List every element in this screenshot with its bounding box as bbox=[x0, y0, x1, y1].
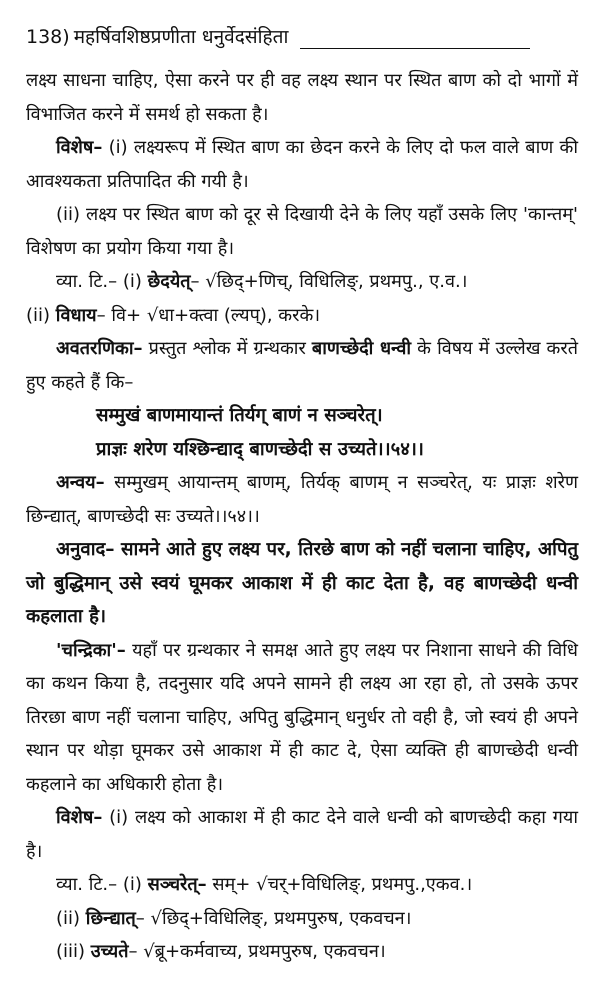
avataranika-term: अवतरणिका– bbox=[56, 338, 143, 359]
grammar-term: सञ्चरेत्– bbox=[147, 874, 207, 895]
vishesh-text: (i) लक्ष्य को आकाश में ही काट देने वाले धन्वी को बाणच्छेदी कहा गया है। bbox=[26, 807, 578, 862]
paragraph-vishesh-3 bbox=[26, 801, 578, 868]
page-body bbox=[26, 64, 578, 969]
grammar-text: – वि+ √धा+क्त्वा (ल्यप्), करके। bbox=[96, 304, 321, 326]
avataranika-text-b: के विषय में उल्लेख करते हुए कहते हैं कि– bbox=[26, 338, 578, 393]
running-header bbox=[26, 0, 578, 48]
grammar-term: उच्यते bbox=[90, 941, 129, 962]
paragraph-anvaya bbox=[26, 466, 578, 533]
book-title: महर्षिवशिष्ठप्रणीता धनुर्वेदसंहिता bbox=[73, 26, 289, 48]
paragraph-vishesh-2: (ii) लक्ष्य पर स्थित बाण को दूर से दिखायी देने के लिए यहाँ उसके लिए 'कान्तम्' विशेषण का प्रयोग किया गया है। bbox=[26, 204, 578, 259]
header-rule bbox=[300, 48, 530, 49]
anvaya-term: अन्वय– bbox=[56, 472, 105, 493]
grammar-prefix: व्या. टि.– (i) bbox=[56, 271, 148, 292]
anvaya-text: सम्मुखम् आयान्तम् बाणम्, तिर्यक् बाणम् न सञ्चरेत्, यः प्राज्ञः शरेण छिन्द्यात्, बाणच्छेदी सः उच्यते।।५४।। bbox=[26, 472, 578, 527]
paragraph-anuvad: अनुवाद– सामने आते हुए लक्ष्य पर, तिरछे बाण को नहीं चलाना चाहिए, अपितु जो बुद्धिमान् उसे स्वयं घूमकर आकाश में ही काट देता है, वह बाणच्छेदी धन्वी कहलाता है। bbox=[26, 539, 578, 627]
grammar-term: विधाय bbox=[55, 304, 97, 326]
verse-line-2: प्राज्ञः शरेण यश्छिन्द्याद् बाणच्छेदी स उच्यते।।५४।। bbox=[96, 438, 424, 460]
grammar-text: – √छिद्+विधिलिङ्, प्रथमपुरुष, एकवचन। bbox=[135, 907, 412, 929]
verse-line-1: सम्मुखं बाणमायान्तं तिर्यग् बाणं न सञ्चरेत्। bbox=[96, 405, 383, 426]
grammar-prefix: (ii) bbox=[56, 907, 86, 929]
grammar-text: – √छिद्+णिच्, विधिलिङ्, प्रथमपु., ए.व.। bbox=[190, 271, 468, 292]
vishesh-text: (i) लक्ष्यरूप में स्थित बाण का छेदन करने के लिए दो फल वाले बाण की आवश्यकता प्रतिपादित की गयी है। bbox=[26, 137, 578, 192]
chandrika-term: 'चन्द्रिका'– bbox=[56, 639, 126, 661]
grammar-note-4 bbox=[56, 902, 578, 936]
grammar-term: छेदयेत् bbox=[147, 271, 191, 292]
grammar-text: – √ब्रू+कर्मवाच्य, प्रथमपुरुष, एकवचन। bbox=[128, 941, 386, 962]
grammar-note-2 bbox=[26, 299, 578, 333]
grammar-prefix: (iii) bbox=[56, 941, 91, 962]
grammar-prefix: व्या. टि.– (i) bbox=[56, 874, 148, 895]
grammar-text: सम्+ √चर्+विधिलिङ्, प्रथमपु.,एकव.। bbox=[206, 874, 473, 895]
grammar-note-5 bbox=[56, 935, 578, 969]
vishesh-term: विशेष– bbox=[56, 807, 103, 828]
grammar-prefix: (ii) bbox=[26, 304, 56, 326]
page-number: 138) bbox=[26, 26, 70, 48]
grammar-note-3 bbox=[56, 868, 578, 902]
grammar-note-1 bbox=[26, 265, 578, 299]
chandrika-text: यहाँ पर ग्रन्थकार ने समक्ष आते हुए लक्ष्य पर निशाना साधने की विधि का कथन किया है, तदनुसार यदि अपने सामने ही लक्ष्य आ रहा हो, तो उसके ऊपर तिरछा बाण नहीं चलाना चाहिए, अपितु बुद्धिमान् धनुर्धर तो वही है, जो स्वयं ही अपने स्थान पर थोड़ा घूमकर उसे आकाश में ही काट दे, ऐसा व्यक्ति ही बाणच्छेदी धन्वी कहलाने का अधिकारी होता है। bbox=[26, 639, 578, 795]
paragraph-continuation: लक्ष्य साधना चाहिए, ऐसा करने पर ही वह लक्ष्य स्थान पर स्थित बाण को दो भागों में विभाजित करने में समर्थ हो सकता है। bbox=[26, 70, 578, 125]
grammar-term: छिन्द्यात् bbox=[85, 907, 136, 929]
paragraph-vishesh-1 bbox=[26, 131, 578, 198]
paragraph-avataranika bbox=[26, 332, 578, 399]
paragraph-chandrika bbox=[26, 634, 578, 802]
avataranika-text-a: प्रस्तुत श्लोक में ग्रन्थकार bbox=[142, 338, 312, 359]
avataranika-bold: बाणच्छेदी धन्वी bbox=[311, 338, 412, 359]
vishesh-term: विशेष– bbox=[56, 137, 103, 158]
